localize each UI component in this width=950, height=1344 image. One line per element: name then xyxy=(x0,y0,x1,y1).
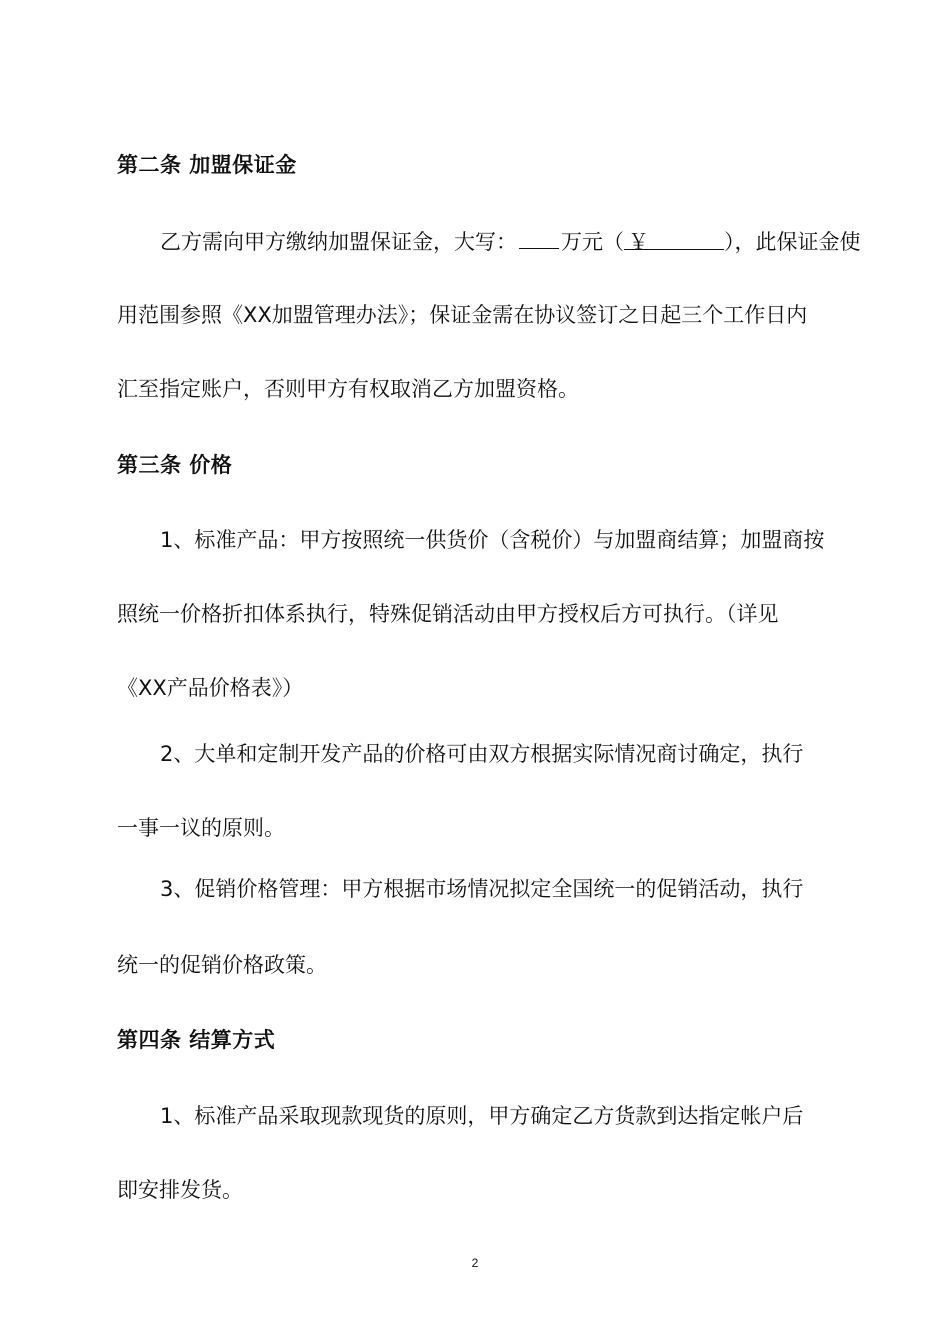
article-4-heading: 第四条 结算方式 xyxy=(117,1028,276,1052)
page-number: 2 xyxy=(471,1256,479,1270)
article-3-item-3-line-2: 统一的促销价格政策。 xyxy=(117,953,327,977)
article-2-paragraph-line-3: 汇至指定账户，否则甲方有权取消乙方加盟资格。 xyxy=(117,377,579,401)
article-3-heading: 第三条 价格 xyxy=(117,453,233,477)
article-2-text-mid: 万元（ xyxy=(561,230,624,254)
article-3-item-1-line-2: 照统一价格折扣体系执行，特殊促销活动由甲方授权后方可执行。（详见 xyxy=(117,602,779,626)
article-2-heading: 第二条 加盟保证金 xyxy=(117,153,297,177)
article-3-item-3-line-1: 3、促销价格管理：甲方根据市场情况拟定全国统一的促销活动，执行 xyxy=(160,877,804,901)
article-3-item-2-line-1: 2、大单和定制开发产品的价格可由双方根据实际情况商讨确定，执行 xyxy=(160,742,804,766)
article-3-item-2-line-2: 一事一议的原则。 xyxy=(117,816,285,840)
article-2-text-after-blank: ），此保证金使 xyxy=(724,230,861,254)
article-4-item-1-line-2: 即安排发货。 xyxy=(117,1178,243,1202)
article-2-text-before-blank: 乙方需向甲方缴纳加盟保证金，大写： xyxy=(160,230,517,254)
article-3-item-1-line-3: 《XX产品价格表》） xyxy=(117,676,304,700)
article-4-item-1-line-1: 1、标准产品采取现款现货的原则，甲方确定乙方货款到达指定帐户后 xyxy=(160,1104,804,1128)
amount-in-figures-blank xyxy=(624,227,724,254)
article-2-paragraph-line-2: 用范围参照《XX加盟管理办法》；保证金需在协议签订之日起三个工作日内 xyxy=(117,303,808,327)
article-2-paragraph-line-1 xyxy=(160,226,861,257)
currency-symbol: ￥ xyxy=(628,230,649,254)
article-3-item-1-line-1: 1、标准产品：甲方按照统一供货价（含税价）与加盟商结算；加盟商按 xyxy=(160,528,825,552)
amount-in-words-blank xyxy=(519,226,559,249)
